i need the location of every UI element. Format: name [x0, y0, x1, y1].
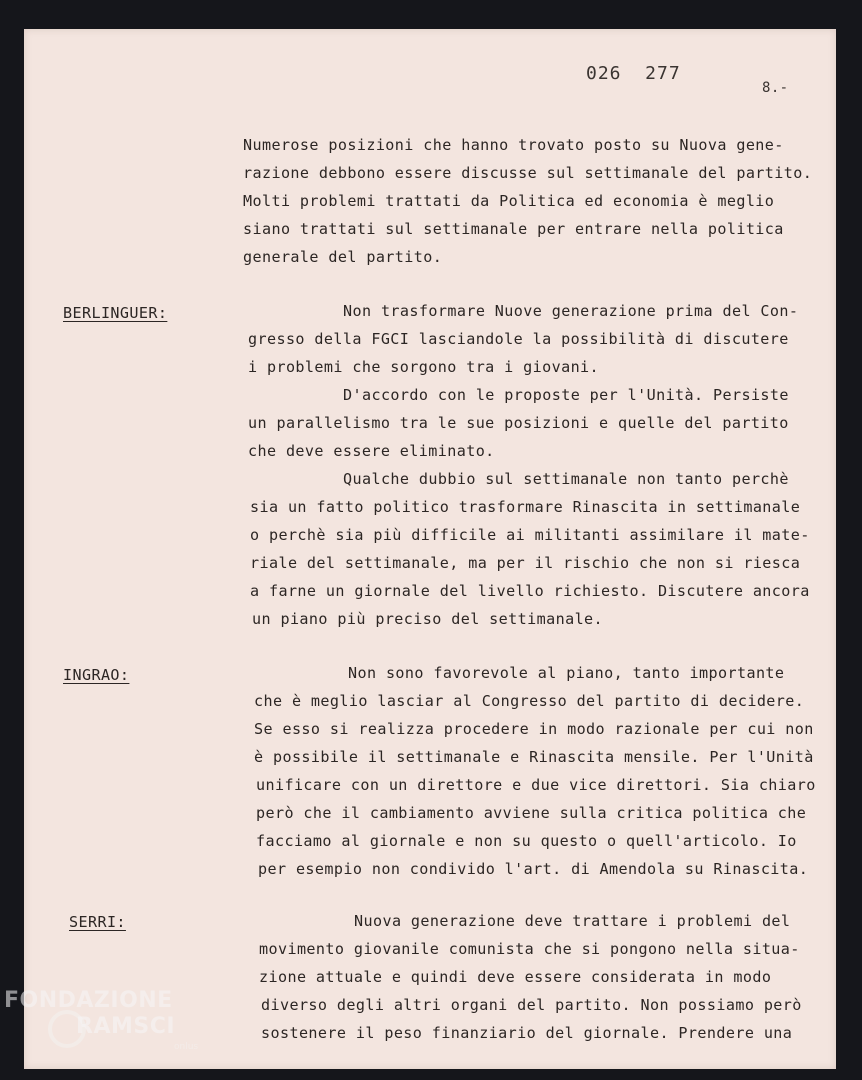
watermark-line-3: onlus [174, 1042, 199, 1052]
text-line: però che il cambiamento avviene sulla critica politica che [256, 804, 807, 822]
text-line: o perchè sia più difficile ai militanti assimilare il mate- [250, 526, 810, 544]
text-line: Numerose posizioni che hanno trovato posto su Nuova gene- [243, 136, 784, 154]
text-line: sia un fatto politico trasformare Rinascita in settimanale [250, 498, 801, 516]
text-line: razione debbono essere discusse sul settimanale del partito. [243, 164, 813, 182]
text-line: gresso della FGCI lasciandole la possibilità di discutere [248, 330, 789, 348]
text-line: riale del settimanale, ma per il rischio che non si riesca [250, 554, 801, 572]
archive-reference-number: 026 277 [586, 63, 681, 84]
text-line: che è meglio lasciar al Congresso del partito di decidere. [254, 692, 805, 710]
watermark-line-2: RAMSCI [76, 1014, 176, 1039]
text-line: che deve essere eliminato. [248, 442, 495, 460]
speaker-label-ingrao: INGRAO: [63, 666, 130, 684]
text-line: sostenere il peso finanziario del giornale. Prendere una [261, 1024, 793, 1042]
speaker-label-berlinguer: BERLINGUER: [63, 304, 168, 322]
speaker-label-serri: SERRI: [69, 913, 126, 931]
text-line: movimento giovanile comunista che si pongono nella situa- [259, 940, 800, 958]
watermark-line-1: FONDAZIONE [4, 988, 173, 1013]
text-line: un parallelismo tra le sue posizioni e quelle del partito [248, 414, 789, 432]
text-line: facciamo al giornale e non su questo o quell'articolo. Io [256, 832, 797, 850]
page-number: 8.- [762, 80, 789, 96]
text-line: un piano più preciso del settimanale. [252, 610, 604, 628]
text-line: zione attuale e quindi deve essere considerata in modo [259, 968, 772, 986]
text-line: D'accordo con le proposte per l'Unità. Persiste [343, 386, 789, 404]
text-line: Non trasformare Nuove generazione prima del Con- [343, 302, 799, 320]
text-line: i problemi che sorgono tra i giovani. [248, 358, 600, 376]
text-line: Nuova generazione deve trattare i problemi del [354, 912, 791, 930]
text-line: è possibile il settimanale e Rinascita mensile. Per l'Unità [254, 748, 814, 766]
text-line: Se esso si realizza procedere in modo razionale per cui non [254, 720, 814, 738]
text-line: a farne un giornale del livello richiesto. Discutere ancora [250, 582, 810, 600]
fondazione-gramsci-watermark [4, 988, 224, 1068]
text-line: per esempio non condivido l'art. di Amendola su Rinascita. [258, 860, 809, 878]
text-line: Molti problemi trattati da Politica ed economia è meglio [243, 192, 775, 210]
text-line: generale del partito. [243, 248, 443, 266]
text-line: Qualche dubbio sul settimanale non tanto perchè [343, 470, 789, 488]
text-line: diverso degli altri organi del partito. Non possiamo però [261, 996, 802, 1014]
text-line: Non sono favorevole al piano, tanto importante [348, 664, 785, 682]
text-line: siano trattati sul settimanale per entrare nella politica [243, 220, 784, 238]
text-line: unificare con un direttore e due vice direttori. Sia chiaro [256, 776, 816, 794]
